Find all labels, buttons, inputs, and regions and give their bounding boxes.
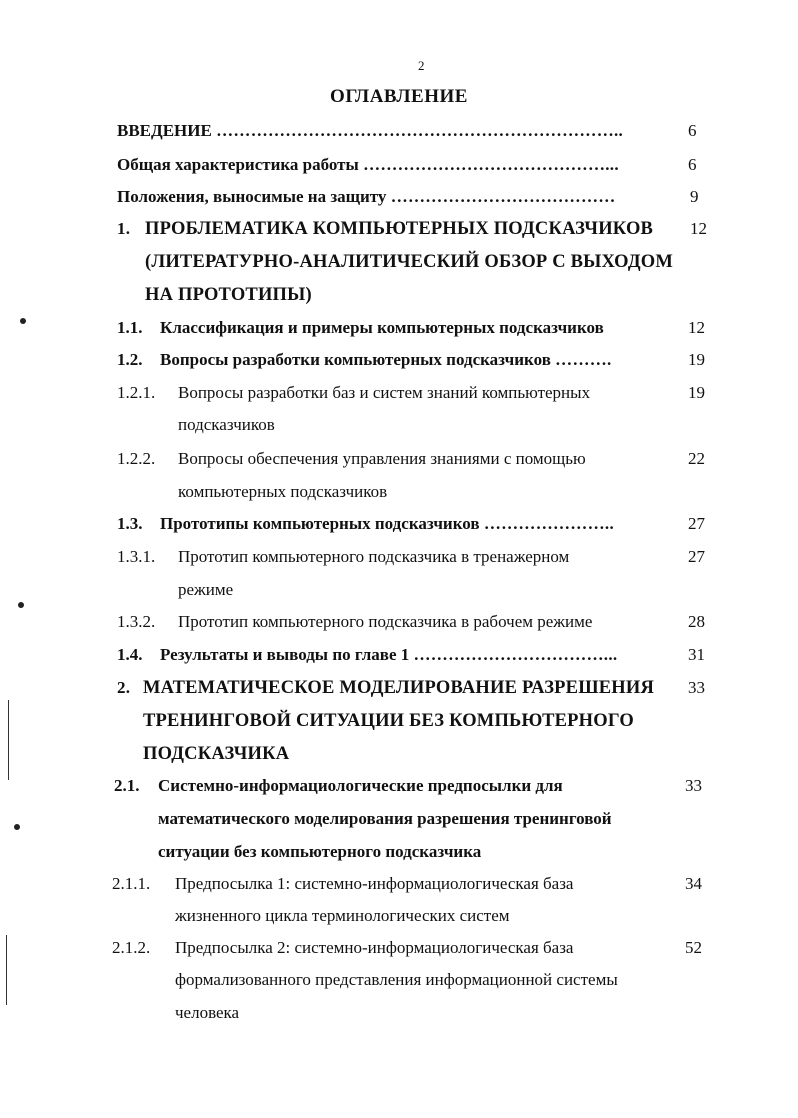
toc-number: 2.1. (114, 776, 140, 795)
toc-number: 1.3.1. (117, 547, 156, 566)
toc-number: 1.1. (117, 318, 143, 337)
toc-number: 2. (117, 678, 131, 697)
toc-entry-chapter-1[interactable]: ПРОБЛЕМАТИКА КОМПЬЮТЕРНЫХ ПОДСКАЗЧИКОВ (145, 219, 654, 239)
toc-entry-chapter-1-line3: НА ПРОТОТИПЫ) (145, 285, 312, 305)
toc-entry-2-1-line3: ситуации без компьютерного подсказчика (158, 842, 482, 861)
scan-edge-line (6, 935, 7, 1005)
toc-entry-2-1-2[interactable]: Предпосылка 2: системно-информациологическая база (175, 938, 574, 957)
toc-page: 27 (688, 514, 705, 533)
toc-entry-1-2-2-line2: компьютерных подсказчиков (178, 482, 388, 501)
toc-entry-chapter-2-line2: ТРЕНИНГОВОЙ СИТУАЦИИ БЕЗ КОМПЬЮТЕРНОГО (143, 711, 634, 731)
toc-entry-theses[interactable]: Положения, выносимые на защиту ………………………………… (117, 187, 616, 206)
toc-page: 19 (688, 383, 705, 402)
toc-entry-1-2-2[interactable]: Вопросы обеспечения управления знаниями с помощью (178, 449, 586, 468)
toc-entry-1-3-1[interactable]: Прототип компьютерного подсказчика в тренажерном (178, 547, 570, 566)
toc-page: 6 (688, 155, 697, 174)
toc-entry-introduction[interactable]: ВВЕДЕНИЕ …………………………………………………………….. (117, 121, 624, 140)
toc-entry-1-2[interactable]: Вопросы разработки компьютерных подсказчиков ………. (160, 350, 612, 369)
toc-entry-1-4[interactable]: Результаты и выводы по главе 1 ……………………………... (160, 645, 618, 664)
toc-page: 22 (688, 449, 705, 468)
scan-artifact (14, 824, 20, 830)
toc-number: 1.2.1. (117, 383, 156, 402)
toc-entry-1-2-1[interactable]: Вопросы разработки баз и систем знаний компьютерных (178, 383, 591, 402)
toc-page: 52 (685, 938, 702, 957)
toc-page: 28 (688, 612, 705, 631)
toc-number: 1.2.2. (117, 449, 156, 468)
toc-entry-2-1-2-line3: человека (175, 1003, 240, 1022)
toc-page: 12 (688, 318, 705, 337)
toc-page: 34 (685, 874, 702, 893)
toc-page: 27 (688, 547, 705, 566)
toc-page: 9 (690, 187, 699, 206)
scan-artifact (18, 602, 24, 608)
toc-number: 2.1.1. (112, 874, 151, 893)
toc-entry-1-1[interactable]: Классификация и примеры компьютерных подсказчиков (160, 318, 604, 337)
toc-page: 33 (688, 678, 705, 697)
toc-page: 6 (688, 121, 697, 140)
scan-edge-line (8, 700, 9, 780)
toc-entry-chapter-2[interactable]: МАТЕМАТИЧЕСКОЕ МОДЕЛИРОВАНИЕ РАЗРЕШЕНИЯ (143, 678, 655, 698)
toc-entry-1-3-2[interactable]: Прототип компьютерного подсказчика в рабочем режиме (178, 612, 593, 631)
toc-page: 12 (690, 219, 707, 238)
toc-entry-2-1-2-line2: формализованного представления информационной системы (175, 970, 618, 989)
toc-entry-chapter-1-line2: (ЛИТЕРАТУРНО-АНАЛИТИЧЕСКИЙ ОБЗОР С ВЫХОДОМ (145, 252, 674, 272)
toc-number: 1.4. (117, 645, 143, 664)
toc-entry-1-3-1-line2: режиме (178, 580, 234, 599)
toc-entry-chapter-2-line3: ПОДСКАЗЧИКА (143, 744, 290, 764)
toc-number: 1. (117, 219, 131, 238)
toc-page: 31 (688, 645, 705, 664)
toc-number: 1.3.2. (117, 612, 156, 631)
toc-entry-1-3[interactable]: Прототипы компьютерных подсказчиков ………………….. (160, 514, 615, 533)
page-number: 2 (418, 58, 425, 73)
toc-number: 2.1.2. (112, 938, 151, 957)
toc-number: 1.2. (117, 350, 143, 369)
toc-entry-2-1-1[interactable]: Предпосылка 1: системно-информациологическая база (175, 874, 574, 893)
toc-page: 33 (685, 776, 702, 795)
toc-title: ОГЛАВЛЕНИЕ (330, 86, 468, 107)
toc-page: 19 (688, 350, 705, 369)
scan-artifact (20, 318, 26, 324)
toc-number: 1.3. (117, 514, 143, 533)
toc-entry-general[interactable]: Общая характеристика работы ……………………………………... (117, 155, 619, 174)
toc-entry-2-1[interactable]: Системно-информациологические предпосылки для (158, 776, 563, 795)
toc-entry-2-1-1-line2: жизненного цикла терминологических систем (175, 906, 510, 925)
toc-entry-1-2-1-line2: подсказчиков (178, 415, 275, 434)
toc-entry-2-1-line2: математического моделирования разрешения тренинговой (158, 809, 612, 828)
